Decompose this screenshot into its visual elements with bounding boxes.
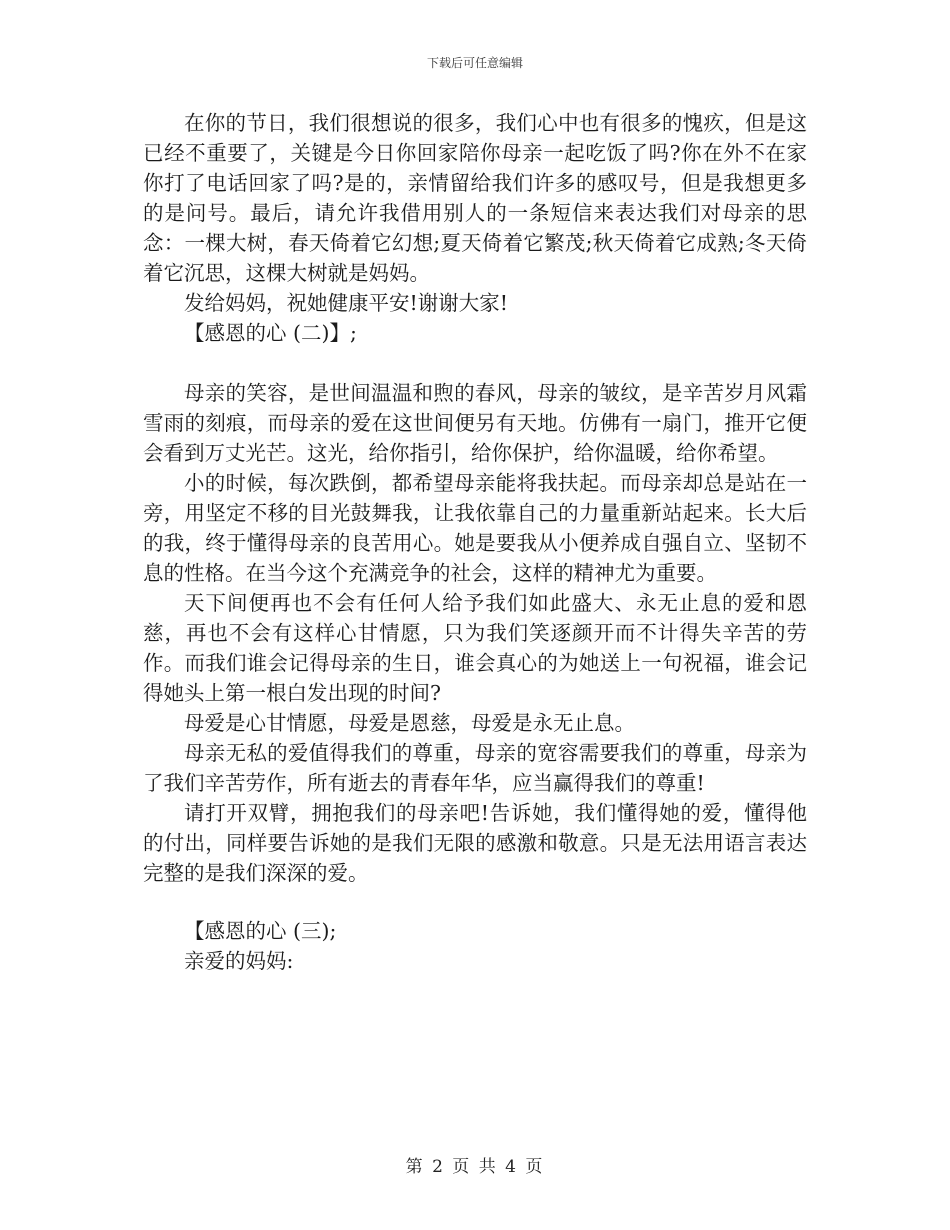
- paragraph: 母爱是心甘情愿，母爱是恩慈，母爱是永无止息。: [184, 711, 635, 735]
- paragraph: 亲爱的妈妈:: [184, 949, 294, 973]
- paragraph: 请打开双臂，拥抱我们的母亲吧!告诉她，我们懂得她的爱，懂得他的付出，同样要告诉她的是我们无限的感激和敬意。只是无法用语言表达完整的是我们深深的爱。: [143, 801, 807, 885]
- section-heading: 【感恩的心 (三);: [184, 919, 337, 943]
- spacer: [143, 348, 807, 378]
- document-body: [143, 108, 807, 976]
- paragraph: 天下间便再也不会有任何人给予我们如此盛大、永无止息的爱和恩慈，再也不会有这样心甘情愿，只为我们笑逐颜开而不计得失辛苦的劳作。而我们谁会记得母亲的生日，谁会真心的为她送上一句祝福，谁会记得她头上第一根白发出现的时间?: [143, 591, 807, 705]
- spacer: [143, 888, 807, 916]
- paragraph: 母亲无私的爱值得我们的尊重，母亲的宽容需要我们的尊重，母亲为了我们辛苦劳作，所有逝去的青春年华，应当赢得我们的尊重!: [143, 741, 807, 795]
- paragraph: 在你的节日，我们很想说的很多，我们心中也有很多的愧疚，但是这已经不重要了，关键是今日你回家陪你母亲一起吃饭了吗?你在外不在家你打了电话回家了吗?是的，亲情留给我们许多的感叹号，但是我想更多的是问号。最后，请允许我借用别人的一条短信来表达我们对母亲的思念：一棵大树，春天倚着它幻想;夏天倚着它繁茂;秋天倚着它成熟;冬天倚着它沉思，这棵大树就是妈妈。: [143, 111, 807, 285]
- page-footer: 第 2 页 共 4 页: [405, 1157, 545, 1177]
- paragraph: 母亲的笑容，是世间温温和煦的春风，母亲的皱纹，是辛苦岁月风霜雪雨的刻痕，而母亲的爱在这世间便另有天地。仿佛有一扇门，推开它便会看到万丈光芒。这光，给你指引，给你保护，给你温暖，给你希望。: [143, 381, 807, 465]
- paragraph: 小的时候，每次跌倒，都希望母亲能将我扶起。而母亲却总是站在一旁，用坚定不移的目光鼓舞我，让我依靠自己的力量重新站起来。长大后的我，终于懂得母亲的良苦用心。她是要我从小便养成自强自立、坚韧不息的性格。在当今这个充满竞争的社会，这样的精神尤为重要。: [143, 471, 807, 585]
- page-header: 下载后可任意编辑: [426, 56, 523, 70]
- paragraph: 发给妈妈，祝她健康平安!谢谢大家!: [184, 291, 508, 315]
- section-heading: 【感恩的心 (二)】;: [184, 321, 357, 345]
